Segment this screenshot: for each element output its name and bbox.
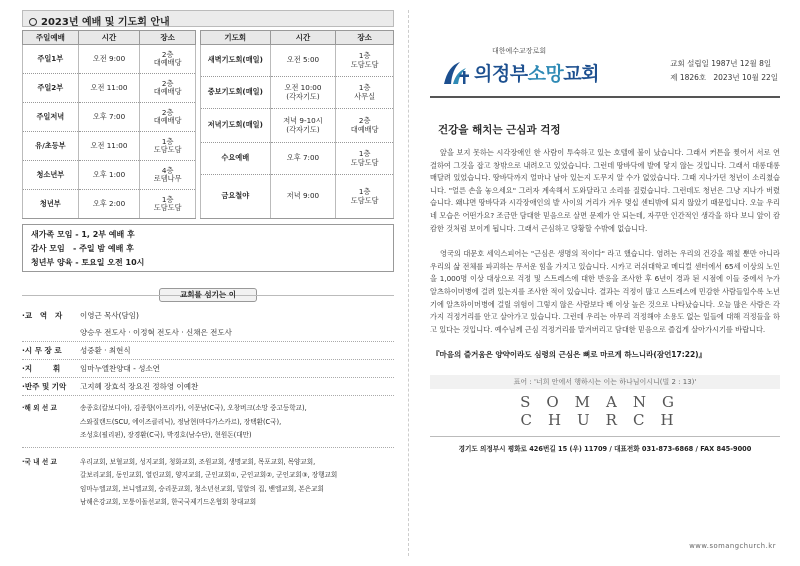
table-row: 청년부 오후 2:00 1층 도담도담 [23,190,196,219]
issue-number: 제 1826호 2023년 10월 22일 [670,73,778,82]
table-row: 금요철야 저녁 9:00 1층 도담도담 [201,175,394,219]
sermon-paragraph: 앞을 보지 못하는 시각장애인 한 사람이 투숙하고 있는 호텔에 불이 났습니다. 그래서 커튼을 찢어서 서로 연결하여 그것을 잡고 창밖으로 내려오고 있었습니다. 그런데 땅바닥에 발에 닿지 않는 것입니다. 그래서 대롱대롱 매달려 있었습니다. 땅바닥까지 얼마나 남아 있는지 도무지 알 수가 없었습니다. 그때 지나가던 청년이 소리쳤습니다. "얼른 손을 놓으세요" 그러자 계속해서 도와달라고 소리를 질렀습니다. 그런데도 청년은 그냥 지나가 버렸습니다. 왜냐면 땅바닥과 시각장애인의 발 사이의 거리가 겨우 몇십 센티밖에 되지 않았기 때문입니다. 오늘 우리네 모습은 어떤가요? 조금만 담대한 믿음으로 살면 문제가 안 되는데, 자꾸만 인간적인 생각을 하다 보니 앞이 캄캄한 것처럼 보이게 됩니다. 그래서 근심하고 당황할 수밖에 없습니다. [430,148,780,233]
table-row: 새벽기도회(매일) 오전 5:00 1층 도담도담 [201,45,394,77]
scripture-quote: 『마음의 즐거움은 양약이라도 심령의 근심은 뼈로 마르게 하느니라(잠언17:22)』 [432,350,707,360]
notice-item: 감사 모임 - 주일 밤 예배 후 [31,244,134,253]
page-fold-divider [408,10,409,556]
table-row: 주일저녁 오후 7:00 2층 대예배당 [23,103,196,132]
table-row: 청소년부 오후 1:00 4층 로뎀나무 [23,161,196,190]
website-link[interactable]: www.somangchurch.kr [689,542,776,550]
table-header: 시간 [270,31,336,45]
divider [22,395,394,396]
church-latin-name: SOMANG CHURCH [520,393,690,430]
table-row: 저녁기도회(매일) 저녁 9-10시 (각자기도) 2층 대예배당 [201,109,394,143]
notice-box [22,224,394,272]
list-item: 남해은강교회, 모퉁이돌선교회, 한국국제기드온협회 창대교회 [80,498,257,506]
founded-date: 교회 설립일 1987년 12월 8일 [670,59,772,68]
schedule-tables [22,30,394,219]
notice-item: 청년부 양육 - 토요일 오전 10시 [31,258,145,267]
domestic-missions: ·국 내 선 교 우리교회, 보혈교회, 성지교회, 청화교회, 조원교회, 생명교회, 목포교회, 목양교회, 갈보리교회, 동인교회, 열린교회, 양지교회, 군인교회①, 군인교회②, 군인교회③, 장행교회 임마누엘교회, 브니엘교회, 승리문교회, 청소년선교회, 밀알의 집, 밴엘교회, 본은교회 남해은강교회, 모퉁이돌선교회, 한국국제기드온협회 창대교회 [22,456,394,510]
list-item: 임마누엘교회, 브니엘교회, 승리문교회, 청소년선교회, 밀알의 집, 밴엘교회, 본은교회 [80,484,324,493]
issue-info [670,57,778,85]
list-item: ·시 무 장 로 성중환 · 최현식 [22,346,131,355]
circle-bullet-icon [29,18,37,26]
list-item: 스와질랜드(SCU, 에이즈클리닉), 정남현(마다가스카르), 장택환(C국), [80,417,282,426]
table-row: 중보기도회(매일) 오전 10:00 (각자기도) 1층 사무실 [201,77,394,109]
overseas-missions: ·해 외 선 교 송종호(칼보디아), 김종향(아프리카), 이문남(C국), 오창버크(소망 중고등학교), 스와질랜드(SCU, 에이즈클리닉), 정남현(마다가스카르), 장택환(C국), 조성호(필리핀), 장경환(C국), 박경호(남수단), 현원돈(대만) [22,402,394,443]
sermon-title: 건강을 해치는 근심과 걱정 [438,124,561,136]
list-item: ·지 휘 임마누엘찬양대 - 성소연 [22,364,160,373]
prayer-table [200,30,394,219]
servants-title: 교회를 섬기는 이 [159,288,257,302]
staff-list [22,307,394,396]
denomination: 대한예수교장로회 [492,47,547,55]
motto: 표어 : '너희 안에서 행하시는 이는 하나님이시니(빌 2 : 13)' [430,375,780,389]
list-item: 갈보리교회, 동인교회, 열린교회, 양지교회, 군인교회①, 군인교회②, 군인교회③, 장행교회 [80,471,338,479]
table-row: 유/초등부 오전 11:00 1층 도담도담 [23,132,196,161]
schedule-title: 2023년 예배 및 기도회 안내 [22,10,394,27]
notice-item: 새가족 모임 - 1, 2부 예배 후 [31,230,135,239]
sermon-body [430,147,780,336]
list-item: 조성호(필리핀), 장경환(C국), 박경호(남수단), 현원돈(대만) [80,431,252,439]
church-logo-icon [442,60,472,86]
list-item: ·교 역 자 이영근 목사(담임) [22,311,139,320]
list-item: 우리교회, 보혈교회, 성지교회, 청화교회, 조원교회, 생명교회, 목포교회, 목양교회, [80,457,316,466]
right-page [430,10,780,556]
table-header: 장소 [140,31,196,45]
table-header: 장소 [336,31,394,45]
table-header: 주일예배 [23,31,79,45]
address: 경기도 의정부시 평화로 426번길 15 (우) 11709 / 대표전화 031-873-6868 / FAX 845-9000 [430,436,780,453]
masthead [430,10,780,98]
list-item: 송종호(칼보디아), 김종향(아프리카), 이문남(C국), 오창버크(소망 중고등학교), [80,404,307,412]
table-header: 시간 [78,31,140,45]
church-name: 의정부소망교회 [474,63,599,85]
table-header: 기도회 [201,31,271,45]
divider [22,447,394,448]
list-item: 양승우 전도사 · 이정혁 전도사 · 신채은 전도사 [80,328,232,337]
table-row: 수요예배 오후 7:00 1층 도담도담 [201,143,394,175]
table-row: 주일2부 오전 11:00 2층 대예배당 [23,74,196,103]
sermon-paragraph: 영국의 대문호 세익스피어는 "근심은 생명의 적이다" 라고 했습니다. 염려는 우리의 건강을 해칠 뿐만 아니라 우리의 삶 전체를 파괴하는 무서운 힘을 가지고 있습니다. 시카고 러쉬대학교 메디컬 센터에서 65세 이상의 노인을 1,000명 이상 대상으로 걱정 및 스트레스에 대한 반응을 조사한 후 6년이 경과 된 시점에 이들 중에서 누가 알츠하이머병에 걸려 있는지를 조사한 적이 있습니다. 결과는 걱정이 많고 스트레스에 민감한 사람들일수록 노년기에 알츠하이머병에 걸릴 위험이 그렇지 않은 사람보다 배 이상 높은 것으로 나타났습니다. 오늘 많은 사람은 각가지 걱정거리를 안고 살아가고 있습니다. 그런데 우리는 아무리 걱정해야 소용도 없는 일들에 대해 걱정들을 하고 있다는 것입니다. 예수님께 근심 걱정거리를 맡겨버리고 담대한 믿음으로 즐겁게 살아가시기를 바랍니다. [430,249,780,334]
list-item: ·반주 및 기악 고지혜 장효석 장요진 정하영 이예찬 [22,382,199,391]
left-page [22,10,394,556]
table-row: 주일1부 오전 9:00 2층 대예배당 [23,45,196,74]
worship-table [22,30,196,219]
